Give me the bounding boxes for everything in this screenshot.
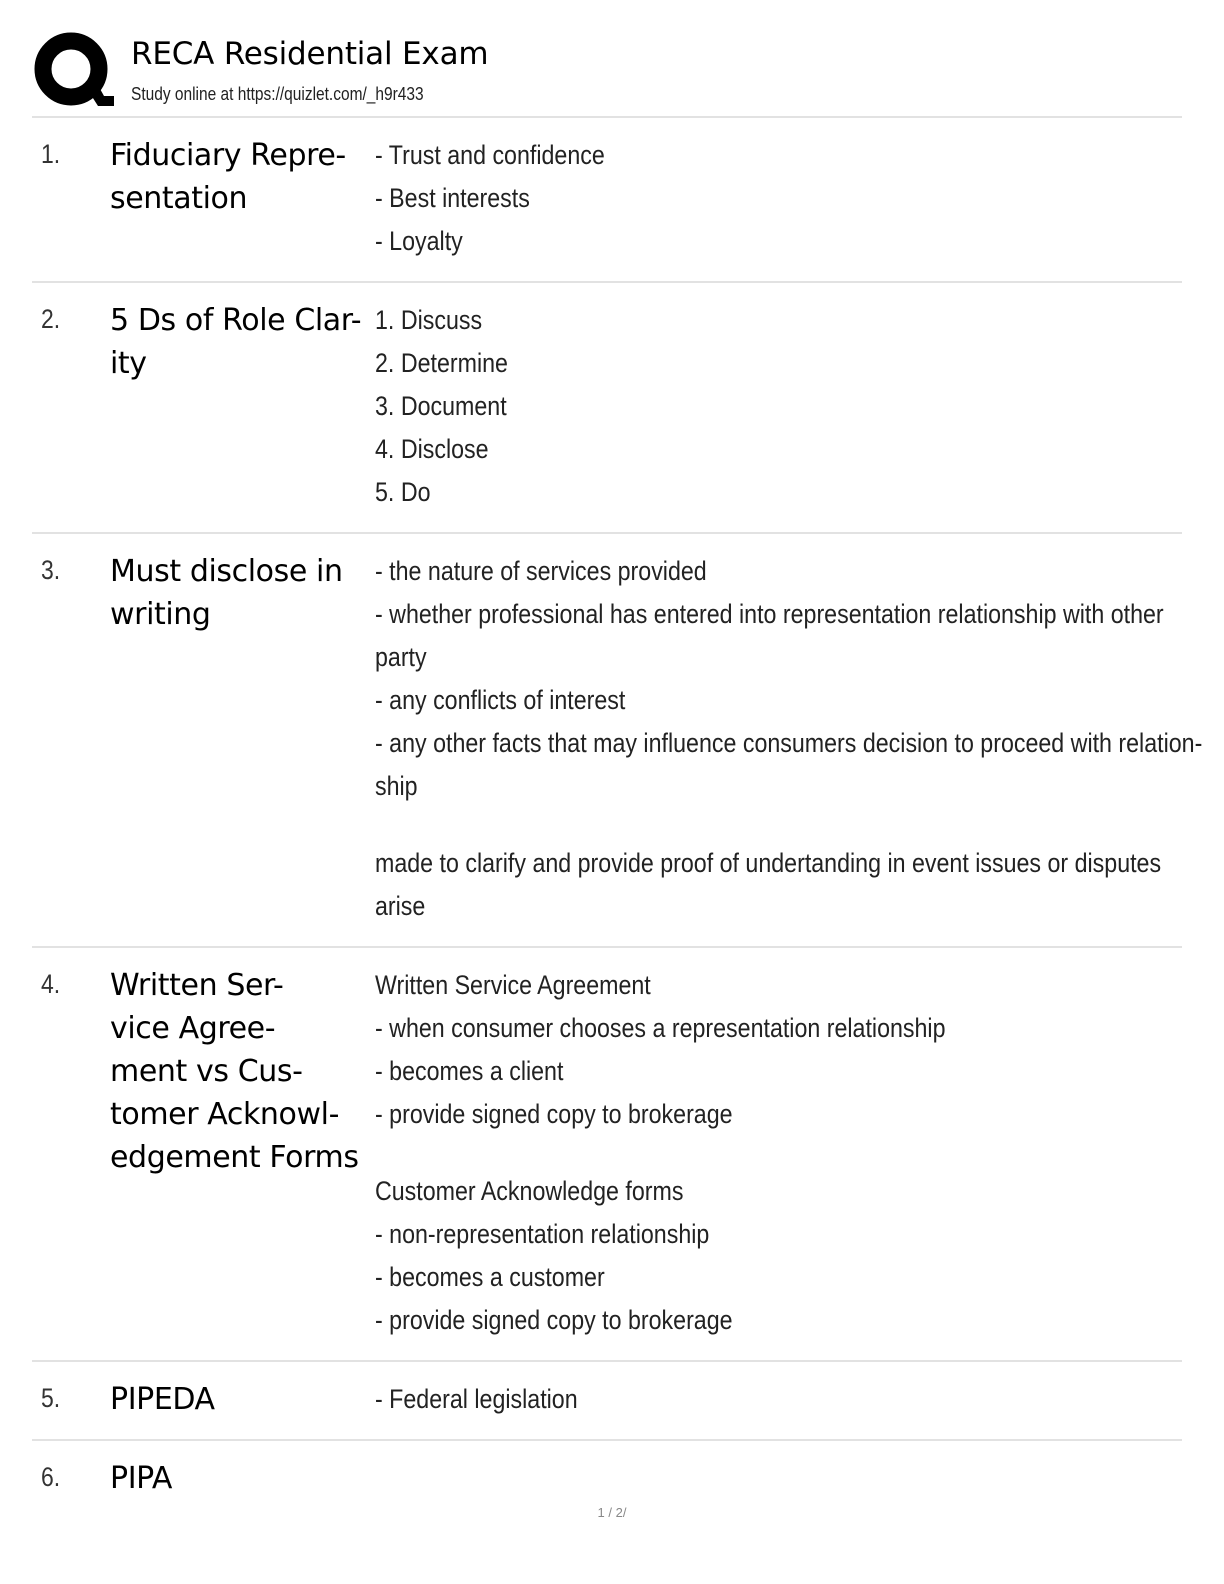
quizlet-logo-icon [34, 32, 114, 112]
term-line: ment vs Cus- [110, 1054, 303, 1089]
definition-line: - non-representation relationship [375, 1219, 710, 1249]
definition-line: ship [375, 771, 418, 801]
term-line: Must disclose in [110, 554, 343, 589]
term-line: edgement Forms [110, 1140, 359, 1175]
card-definition [375, 1378, 1195, 1421]
card-number: 1. [41, 139, 61, 169]
definition-line: - any conflicts of interest [375, 685, 626, 715]
card-definition [375, 299, 1195, 514]
definition-line: 4. Disclose [375, 434, 489, 464]
flashcard-row [32, 946, 1182, 1360]
definition-line: party [375, 642, 427, 672]
definition-spacer [375, 808, 1195, 842]
card-term [110, 964, 372, 1179]
page-number: 1 / 2/ [597, 1505, 627, 1520]
definition-line: made to clarify and provide proof of undertanding in event issues or disputes [375, 848, 1162, 878]
term-line: ity [110, 346, 147, 381]
card-term [110, 1457, 372, 1500]
definition-line: - Best interests [375, 183, 530, 213]
definition-line: - Federal legislation [375, 1384, 578, 1414]
card-number: 3. [41, 555, 61, 585]
definition-line: 5. Do [375, 477, 431, 507]
card-number: 2. [41, 304, 61, 334]
card-term [110, 134, 372, 220]
definition-line: arise [375, 891, 426, 921]
term-line: PIPEDA [110, 1382, 215, 1417]
page-title: RECA Residential Exam [131, 36, 489, 72]
card-term [110, 1378, 372, 1421]
term-line: tomer Acknowl- [110, 1097, 339, 1132]
page-header [32, 30, 1192, 114]
term-line: 5 Ds of Role Clar- [110, 303, 362, 338]
term-line: PIPA [110, 1461, 173, 1496]
definition-line: - Trust and confidence [375, 140, 605, 170]
definition-spacer [375, 1136, 1195, 1170]
flashcard-row [32, 1360, 1182, 1439]
card-definition [375, 964, 1195, 1342]
card-definition [375, 550, 1203, 928]
flashcard-row [32, 116, 1182, 281]
term-line: writing [110, 597, 211, 632]
definition-line: Written Service Agreement [375, 970, 651, 1000]
study-link[interactable]: Study online at https://quizlet.com/_h9r433 [131, 84, 424, 104]
definition-line: - whether professional has entered into representation relationship with other [375, 599, 1164, 629]
definition-line: - becomes a client [375, 1056, 564, 1086]
flashcard-list [32, 116, 1203, 1518]
definition-line: - the nature of services provided [375, 556, 707, 586]
flashcard-row [32, 281, 1182, 532]
term-line: vice Agree- [110, 1011, 276, 1046]
flashcard-row [32, 532, 1203, 946]
card-term [110, 550, 372, 636]
definition-line: - when consumer chooses a representation relationship [375, 1013, 946, 1043]
card-number: 4. [41, 969, 61, 999]
card-number: 6. [41, 1462, 61, 1492]
definition-line: - becomes a customer [375, 1262, 605, 1292]
definition-line: - provide signed copy to brokerage [375, 1305, 733, 1335]
card-definition [375, 134, 1195, 263]
definition-line: Customer Acknowledge forms [375, 1176, 684, 1206]
definition-line: 1. Discuss [375, 305, 483, 335]
definition-line: - any other facts that may influence consumers decision to proceed with relation- [375, 728, 1203, 758]
term-line: sentation [110, 181, 248, 216]
definition-line: - provide signed copy to brokerage [375, 1099, 733, 1129]
card-term [110, 299, 372, 385]
definition-line: - Loyalty [375, 226, 463, 256]
card-number: 5. [41, 1383, 61, 1413]
term-line: Written Ser- [110, 968, 284, 1003]
definition-line: 3. Document [375, 391, 507, 421]
term-line: Fiduciary Repre- [110, 138, 346, 173]
definition-line: 2. Determine [375, 348, 508, 378]
